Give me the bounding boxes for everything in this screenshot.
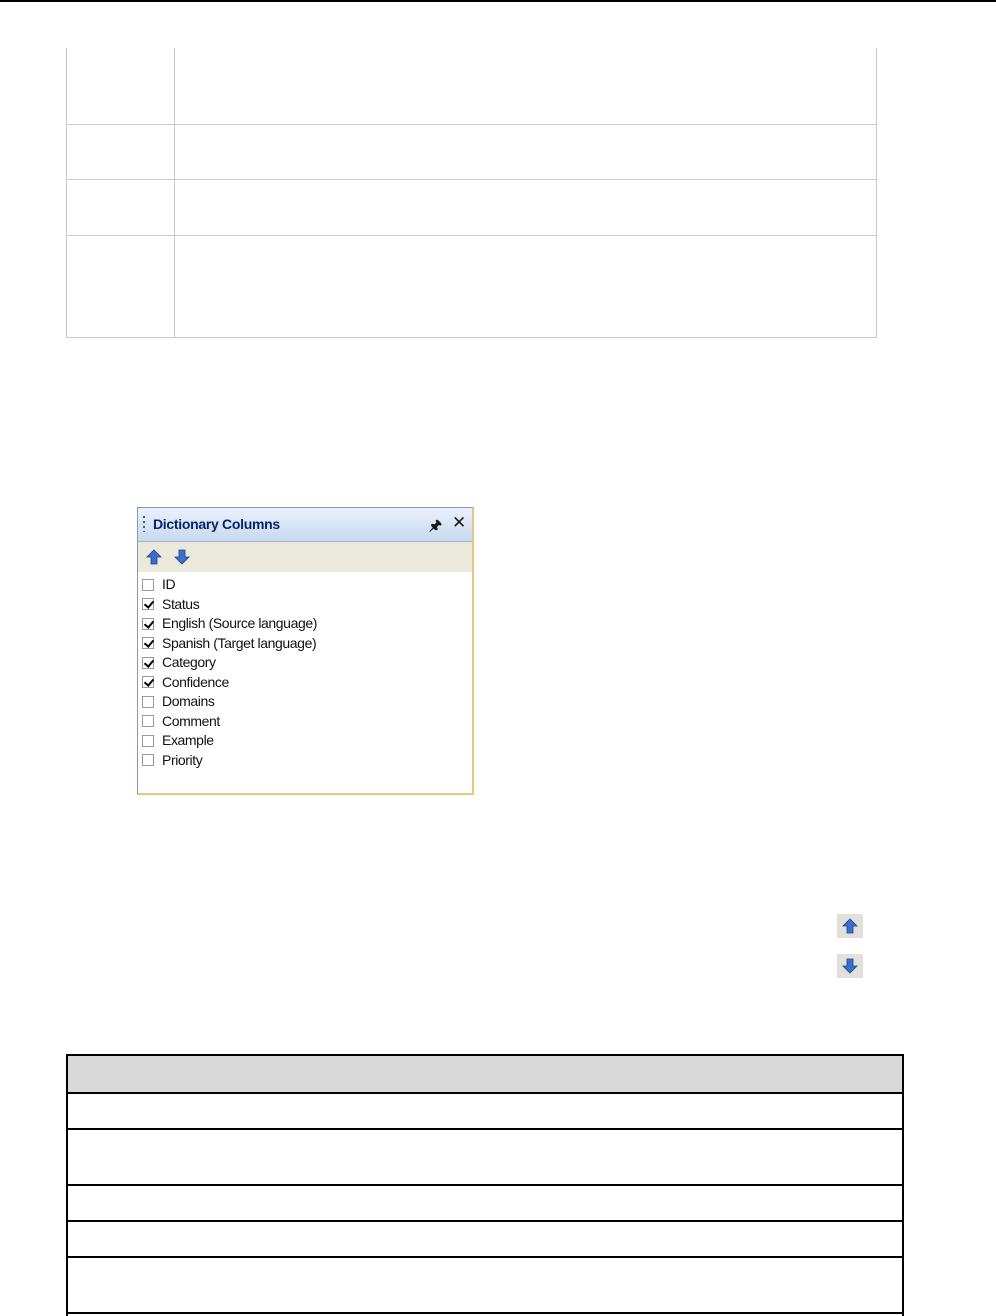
table-row-divider: [66, 1220, 904, 1222]
column-label: Example: [162, 732, 214, 749]
column-item-category[interactable]: [142, 653, 317, 673]
drag-grip-icon[interactable]: [143, 516, 145, 532]
table-row: [66, 48, 877, 125]
column-item-comment[interactable]: [142, 712, 317, 732]
column-label: Spanish (Target language): [162, 634, 317, 651]
column-item-example[interactable]: [142, 731, 317, 751]
column-item-english[interactable]: [142, 614, 317, 634]
column-item-domains[interactable]: [142, 692, 317, 712]
panel-title-bar[interactable]: [138, 508, 472, 542]
table-row: [66, 236, 877, 338]
panel-toolbar: [138, 542, 472, 572]
close-icon[interactable]: ✕: [452, 513, 467, 532]
upper-table: [66, 48, 877, 338]
column-item-confidence[interactable]: [142, 673, 317, 693]
move-up-button[interactable]: [146, 549, 162, 565]
move-down-button[interactable]: [174, 549, 190, 565]
panel-title: Dictionary Columns: [153, 516, 280, 532]
column-checkbox[interactable]: [142, 754, 154, 766]
column-checkbox[interactable]: [142, 618, 154, 630]
column-checkbox[interactable]: [142, 579, 154, 591]
move-up-icon-figure: [837, 914, 863, 938]
table-row: [66, 180, 877, 236]
column-item-status[interactable]: [142, 595, 317, 615]
page-top-rule: [0, 0, 996, 2]
column-list: [142, 575, 317, 770]
down-arrow-icon: [174, 549, 190, 565]
table-row-divider: [66, 1184, 904, 1186]
move-down-icon-figure: [837, 954, 863, 978]
column-checkbox[interactable]: [142, 676, 154, 688]
column-label: ID: [162, 576, 176, 593]
column-checkbox[interactable]: [142, 715, 154, 727]
column-checkbox[interactable]: [142, 598, 154, 610]
table-row-divider: [66, 1128, 904, 1130]
column-label: English (Source language): [162, 615, 317, 632]
column-item-id[interactable]: [142, 575, 317, 595]
down-arrow-icon: [842, 958, 858, 974]
pin-icon[interactable]: 🖈: [429, 517, 442, 533]
column-label: Domains: [162, 693, 215, 710]
column-label: Priority: [162, 751, 203, 768]
column-label: Comment: [162, 712, 220, 729]
up-arrow-icon: [842, 918, 858, 934]
dictionary-columns-panel: [137, 507, 474, 795]
column-label: Confidence: [162, 673, 229, 690]
table-row-divider: [66, 1256, 904, 1258]
column-checkbox[interactable]: [142, 735, 154, 747]
table-row-divider: [66, 1312, 904, 1314]
column-checkbox[interactable]: [142, 637, 154, 649]
column-checkbox[interactable]: [142, 696, 154, 708]
table-header: [66, 1054, 904, 1094]
table-row: [66, 125, 877, 180]
column-label: Status: [162, 595, 200, 612]
column-checkbox[interactable]: [142, 657, 154, 669]
up-arrow-icon: [146, 549, 162, 565]
column-item-priority[interactable]: [142, 751, 317, 771]
column-item-spanish[interactable]: [142, 634, 317, 654]
lower-table: [66, 1054, 904, 1316]
column-label: Category: [162, 654, 216, 671]
